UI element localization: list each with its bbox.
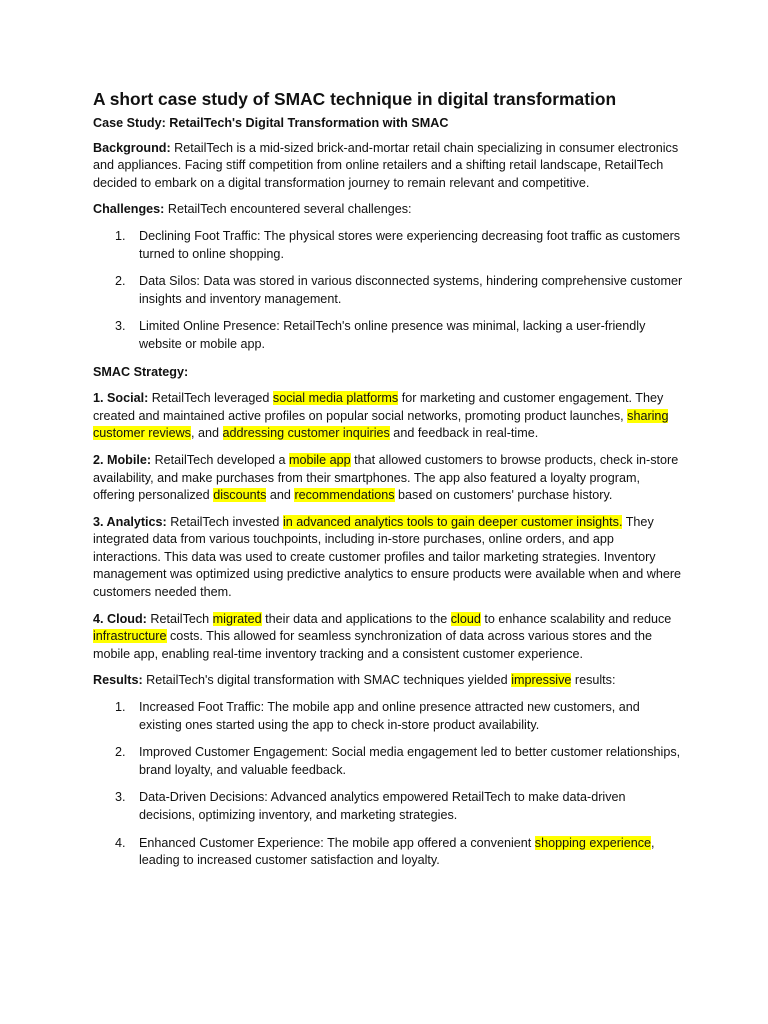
paragraph-text: They integrated data from various touchpoints, including in-store purchases, online orders, and app interactions. This data was used to create customer profiles and tailor marketing strategies. Inventory management was optimized using predictive analytics to ensure products were available when and where customers needed them. [93,514,682,600]
list-item-text: Limited Online Presence: RetailTech's online presence was minimal, lacking a user-friendly website or mobile app. [139,319,646,351]
background-label: Background: [93,140,171,155]
challenges-label: Challenges: [93,202,165,217]
list-item-text: Data-Driven Decisions: Advanced analytics empowered RetailTech to make data-driven decisions, optimizing inventory, and marketing strategies. [139,790,626,822]
highlight: discounts [213,488,267,503]
highlight: migrated [212,611,262,626]
case-study-subtitle: Case Study: RetailTech's Digital Transformation with SMAC [93,116,449,130]
paragraph-text: RetailTech invested [166,514,283,529]
cloud-paragraph [93,611,683,664]
list-item-text: , leading to increased customer satisfaction and loyalty. [139,835,655,868]
document-body [93,88,683,880]
list-number: 2. [115,274,126,289]
paragraph-text: , and [190,426,223,441]
results-paragraph [93,672,683,690]
list-item [93,273,683,308]
paragraph-text: RetailTech's digital transformation with SMAC techniques yielded [142,673,512,688]
list-item-text: Enhanced Customer Experience: The mobile app offered a convenient [139,835,535,850]
highlight: social media platforms [272,391,399,406]
paragraph-text: that allowed customers to browse products, check in-store availability, and make purchases from their smartphones. The app also featured a loyalty program, offering personalized [93,452,679,503]
social-paragraph [93,390,683,443]
list-number: 1. [115,700,126,715]
list-item [93,744,683,779]
paragraph-text: and [266,488,295,503]
list-item-text: Increased Foot Traffic: The mobile app and online presence attracted new customers, and existing ones started using the app to check in-store product availability. [139,700,640,732]
analytics-label: 3. Analytics: [93,514,167,529]
list-item [93,789,683,824]
list-number: 3. [115,319,126,334]
paragraph-text: their data and applications to the [261,611,451,626]
results-label: Results: [93,673,143,688]
highlight: sharing customer reviews [93,408,669,441]
mobile-paragraph [93,452,683,505]
list-item-text: Improved Customer Engagement: Social media engagement led to better customer relationships, brand loyalty, and valuable feedback. [139,745,681,777]
list-item [93,699,683,734]
highlight: mobile app [289,452,351,467]
highlight: addressing customer inquiries [222,426,390,441]
paragraph-text: RetailTech developed a [151,452,289,467]
mobile-label: 2. Mobile: [93,452,152,467]
paragraph-text: and feedback in real-time. [389,426,539,441]
list-item [93,318,683,353]
cloud-label: 4. Cloud: [93,611,147,626]
list-item-text: Declining Foot Traffic: The physical stores were experiencing decreasing foot traffic as customers turned to online shopping. [139,228,681,261]
paragraph-text: for marketing and customer engagement. They created and maintained active profiles on popular social networks, promoting product launches, [93,391,664,423]
paragraph-text: results: [571,673,616,688]
highlight: in advanced analytics tools to gain deeper customer insights. [282,514,623,529]
list-number: 1. [115,228,126,243]
paragraph-text: RetailTech [146,611,213,626]
highlight: cloud [450,611,481,626]
highlight: infrastructure [93,629,167,644]
challenges-paragraph [93,201,683,219]
results-list [93,699,683,870]
highlight: impressive [511,673,572,688]
list-item [93,835,683,870]
list-number: 4. [115,835,126,850]
background-text: RetailTech is a mid-sized brick-and-mortar retail chain specializing in consumer electronics and appliances. Facing stiff competition from online retailers and a shifting retail landscape, RetailTech decided to embark on a digital transformation journey to remain relevant and competitive. [93,140,679,190]
list-number: 2. [115,745,126,760]
social-label: 1. Social: [93,391,149,406]
strategy-heading: SMAC Strategy: [93,364,189,379]
challenges-text: RetailTech encountered several challenges: [164,202,412,217]
list-item [93,228,683,263]
list-item-text: Data Silos: Data was stored in various disconnected systems, hindering comprehensive customer insights and inventory management. [139,274,683,306]
paragraph-text: RetailTech leveraged [148,391,273,406]
paragraph-text: to enhance scalability and reduce [480,611,672,626]
highlight: shopping experience [534,835,652,850]
highlight: recommendations [294,488,395,503]
page-title: A short case study of SMAC technique in digital transformation [93,89,617,109]
background-paragraph [93,140,683,193]
analytics-paragraph [93,514,683,602]
paragraph-text: costs. This allowed for seamless synchronization of data across various stores and the mobile app, enabling real-time inventory tracking and a consistent customer experience. [93,629,653,661]
list-number: 3. [115,790,126,805]
challenges-list [93,228,683,354]
paragraph-text: based on customers' purchase history. [394,488,613,503]
